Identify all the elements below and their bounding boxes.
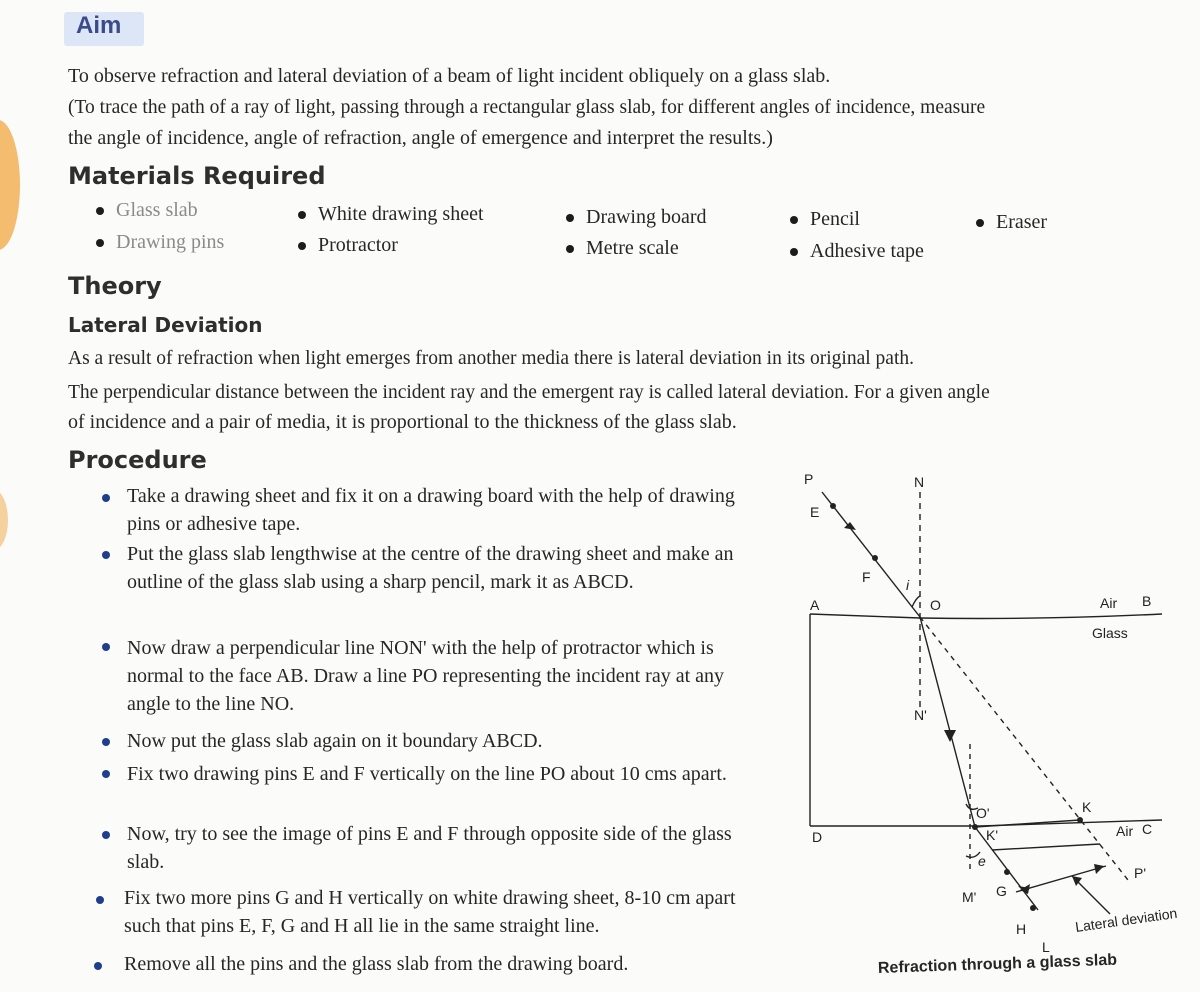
label-a: A <box>810 597 820 613</box>
label-e: E <box>810 504 820 520</box>
label-e-angle: e <box>978 853 986 869</box>
label-g: G <box>996 883 1007 899</box>
material-item: Drawing board <box>566 206 707 229</box>
pin-f <box>872 555 878 561</box>
bullet <box>102 643 110 651</box>
theory-line-1: As a result of refraction when light emerges from another media there is lateral deviation in its original path. <box>68 348 914 369</box>
label-k: K <box>1082 799 1092 815</box>
diagram-caption: Refraction through a glass slab <box>877 951 1118 977</box>
point-k <box>1077 817 1083 823</box>
aim-line-1: To observe refraction and lateral deviation of a beam of light incident obliquely on a glass slab. <box>68 65 831 87</box>
angle-i-arc <box>912 596 920 607</box>
label-p-prime: P' <box>1134 865 1147 881</box>
label-k-prime: K' <box>986 827 999 843</box>
material-item: Glass slab <box>96 199 198 222</box>
label-o: O <box>930 597 941 613</box>
label-f: F <box>862 569 871 585</box>
label-c: C <box>1142 821 1153 837</box>
label-n: N <box>914 474 925 490</box>
page-edge-mark <box>0 120 20 250</box>
parallel-line <box>992 844 1100 850</box>
bullet <box>102 494 110 502</box>
point-o-prime <box>972 824 978 830</box>
procedure-step: Put the glass slab lengthwise at the centre of the drawing sheet and make an outline of the glass slab using a sharp pencil, mark it as ABCD. <box>127 543 734 593</box>
bullet <box>96 896 104 904</box>
procedure-step: Fix two more pins G and H vertically on white drawing sheet, 8-10 cm apart such that pins E, F, G and H all lie in the same straight line. <box>124 887 736 937</box>
procedure-heading: Procedure <box>68 446 207 474</box>
label-lateral-deviation: Lateral deviation <box>1074 904 1179 935</box>
label-n-prime: N' <box>914 707 927 723</box>
pin-g <box>1004 869 1010 875</box>
material-item: Eraser <box>976 211 1047 234</box>
materials-heading: Materials Required <box>68 162 326 190</box>
label-b: B <box>1142 593 1152 609</box>
label-o-prime: O' <box>976 805 990 821</box>
aim-line-2: (To trace the path of a ray of light, passing through a rectangular glass slab, for different angles of incidence, measure <box>68 97 986 118</box>
procedure-step: Now, try to see the image of pins E and F through opposite side of the glass slab. <box>127 823 732 873</box>
label-d: D <box>812 829 823 845</box>
lateral-deviation-heading: Lateral Deviation <box>68 313 263 337</box>
label-i: i <box>906 577 910 593</box>
pin-h <box>1030 905 1036 911</box>
procedure-step: Fix two drawing pins E and F vertically on the line PO about 10 cms apart. <box>127 763 727 785</box>
theory-heading: Theory <box>68 272 162 300</box>
arrowhead <box>1094 864 1104 874</box>
aim-heading: Aim <box>76 12 122 39</box>
label-h: H <box>1016 921 1027 937</box>
material-item: Metre scale <box>566 237 679 260</box>
label-glass: Glass <box>1092 625 1128 641</box>
page-edge-mark <box>0 490 8 550</box>
material-item: White drawing sheet <box>298 203 484 226</box>
material-item: Adhesive tape <box>790 240 924 263</box>
slab-face-ab <box>810 614 1162 619</box>
refracted-ray <box>920 617 975 827</box>
arrowhead <box>944 730 956 742</box>
procedure-step: Now put the glass slab again on it boundary ABCD. <box>127 730 543 752</box>
procedure-step: Take a drawing sheet and fix it on a drawing board with the help of drawing pins or adhesive tape. <box>127 485 735 535</box>
bullet <box>102 551 110 559</box>
bullet <box>94 962 102 970</box>
label-m-prime: M' <box>962 889 977 905</box>
bullet <box>102 770 110 778</box>
incident-ray <box>822 492 920 617</box>
incident-ray-extension <box>920 617 1128 880</box>
procedure-step: Remove all the pins and the glass slab from the drawing board. <box>124 953 629 975</box>
pin-e <box>830 503 836 509</box>
bullet <box>102 738 110 746</box>
glass-slab-diagram <box>790 462 1200 992</box>
procedure-step: Now draw a perpendicular line NON' with the help of protractor which is normal to the face AB. Draw a line PO representing the incident ray at any angle to the line NO. <box>127 637 725 715</box>
aim-line-3: the angle of incidence, angle of refraction, angle of emergence and interpret the results.) <box>68 127 773 149</box>
material-item: Drawing pins <box>96 231 224 254</box>
bullet <box>102 831 110 839</box>
label-air-bottom: Air <box>1116 823 1134 839</box>
label-air-top: Air <box>1100 595 1118 611</box>
theory-line-3: of incidence and a pair of media, it is proportional to the thickness of the glass slab. <box>68 411 737 433</box>
theory-line-2: The perpendicular distance between the incident ray and the emergent ray is called lateral deviation. For a given angle <box>68 382 990 403</box>
label-l: L <box>1042 939 1050 955</box>
label-p: P <box>804 471 814 487</box>
material-item: Protractor <box>298 234 398 257</box>
material-item: Pencil <box>790 208 860 231</box>
